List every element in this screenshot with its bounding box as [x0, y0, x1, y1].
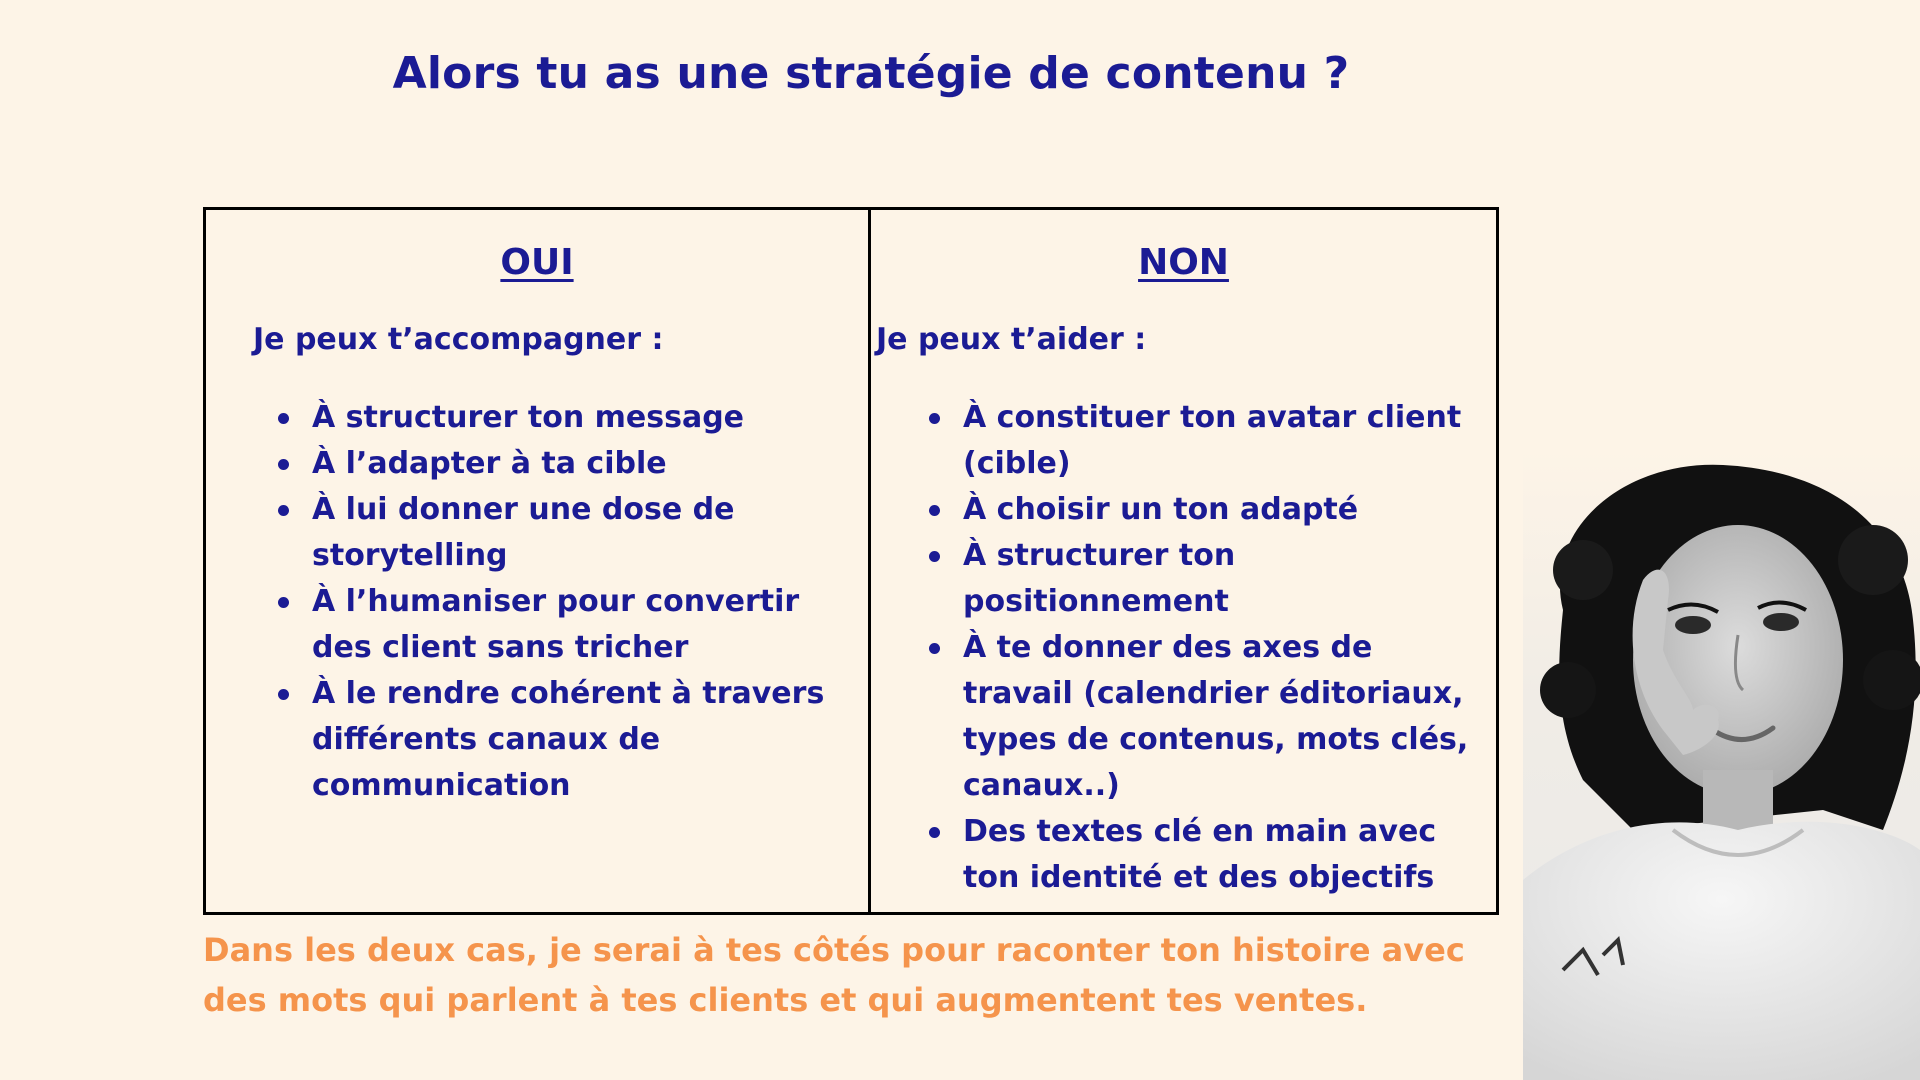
list-item: [278, 671, 858, 809]
bullet-icon: [929, 505, 940, 516]
footer-message: Dans les deux cas, je serai à tes côtés pour raconter ton histoire avec des mots qui parlent à tes clients et qui augmentent tes ventes.: [203, 931, 1465, 1019]
column-intro-non: Je peux t’aider :: [876, 322, 1147, 357]
portrait-photo: [1523, 450, 1920, 1080]
bullet-icon: [278, 413, 289, 424]
list-item: [929, 533, 1489, 625]
list-item-text: Des textes clé en main avec ton identité et des objectifs: [963, 814, 1437, 895]
bullet-icon: [929, 643, 940, 654]
list-item-text: À choisir un ton adapté: [963, 492, 1359, 527]
list-oui: [278, 395, 858, 809]
list-item: [929, 395, 1489, 487]
list-item: [278, 487, 858, 579]
list-item-text: À constituer ton avatar client (cible): [963, 400, 1462, 481]
list-item-text: À l’humaniser pour convertir des client sans tricher: [312, 584, 800, 665]
list-item-text: À te donner des axes de travail (calendrier éditoriaux, types de contenus, mots clés, canaux..): [963, 630, 1469, 803]
column-heading-non: NON: [1138, 242, 1229, 283]
bullet-icon: [929, 551, 940, 562]
list-item: [929, 809, 1489, 901]
bullet-icon: [278, 597, 289, 608]
portrait-illustration: [1523, 450, 1920, 1080]
column-intro-oui: Je peux t’accompagner :: [253, 322, 664, 357]
list-item-text: À structurer ton message: [312, 400, 745, 435]
bullet-icon: [278, 459, 289, 470]
list-item: [278, 579, 858, 671]
column-heading-oui: OUI: [500, 242, 574, 283]
bullet-icon: [278, 689, 289, 700]
column-oui: [206, 210, 871, 912]
bullet-icon: [929, 827, 940, 838]
list-item-text: À structurer ton positionnement: [963, 538, 1236, 619]
bullet-icon: [929, 413, 940, 424]
comparison-table: [203, 207, 1499, 915]
list-non: [929, 395, 1489, 901]
page-title: Alors tu as une stratégie de contenu ?: [392, 48, 1350, 99]
list-item: [278, 441, 858, 487]
list-item-text: À le rendre cohérent à travers différents canaux de communication: [312, 676, 825, 803]
list-item: [278, 395, 858, 441]
bullet-icon: [278, 505, 289, 516]
list-item-text: À lui donner une dose de storytelling: [312, 492, 735, 573]
list-item: [929, 625, 1489, 809]
list-item-text: À l’adapter à ta cible: [312, 446, 667, 481]
column-non: [871, 210, 1496, 912]
list-item: [929, 487, 1489, 533]
